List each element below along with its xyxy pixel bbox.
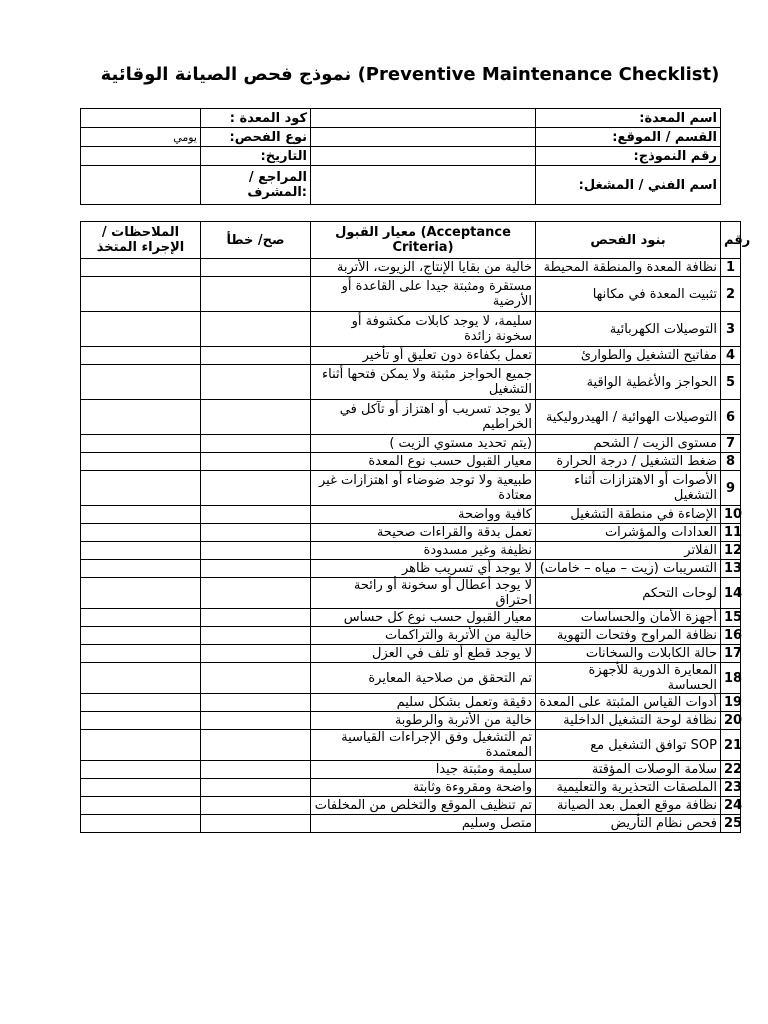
item-cell: التسريبات (زيت – مياه – خامات) xyxy=(536,560,721,578)
notes-cell[interactable] xyxy=(81,663,201,694)
equipment-code-value-cell[interactable] xyxy=(81,109,201,128)
form-number-value-cell[interactable] xyxy=(311,147,536,166)
criteria-cell: لا يوجد أعطال أو سخونة أو رائحة احتراق xyxy=(311,578,536,609)
table-row xyxy=(81,506,741,524)
notes-cell[interactable] xyxy=(81,542,201,560)
criteria-cell: تعمل بكفاءة دون تعليق أو تأخير xyxy=(311,347,536,365)
info-row xyxy=(81,166,721,205)
ok-cell[interactable] xyxy=(201,627,311,645)
ok-cell[interactable] xyxy=(201,400,311,435)
item-cell: لوحات التحكم xyxy=(536,578,721,609)
ok-cell[interactable] xyxy=(201,761,311,779)
item-cell: نظافة موقع العمل بعد الصيانة xyxy=(536,797,721,815)
table-row xyxy=(81,435,741,453)
table-row xyxy=(81,815,741,833)
item-cell: نظافة المعدة والمنطقة المحيطة xyxy=(536,259,721,277)
header-notes: الملاحظات / الإجراء المتخذ xyxy=(81,222,201,259)
notes-cell[interactable] xyxy=(81,277,201,312)
row-number: 21 xyxy=(721,730,741,761)
criteria-cell: نظيفة وغير مسدودة xyxy=(311,542,536,560)
reviewer-label: المراجع / المشرف: xyxy=(201,166,311,205)
row-number: 11 xyxy=(721,524,741,542)
table-row xyxy=(81,471,741,506)
notes-cell[interactable] xyxy=(81,779,201,797)
row-number: 8 xyxy=(721,453,741,471)
notes-cell[interactable] xyxy=(81,712,201,730)
criteria-cell: متصل وسليم xyxy=(311,815,536,833)
criteria-cell: تعمل بدقة والقراءات صحيحة xyxy=(311,524,536,542)
criteria-cell: تم التشغيل وفق الإجراءات القياسية المعتمدة xyxy=(311,730,536,761)
table-row xyxy=(81,730,741,761)
table-row xyxy=(81,609,741,627)
row-number: 9 xyxy=(721,471,741,506)
checklist-table xyxy=(80,221,751,833)
row-number: 24 xyxy=(721,797,741,815)
ok-cell[interactable] xyxy=(201,435,311,453)
ok-cell[interactable] xyxy=(201,645,311,663)
notes-cell[interactable] xyxy=(81,312,201,347)
equipment-info-table xyxy=(80,108,721,205)
header-item: بنود الفحص xyxy=(536,222,721,259)
notes-cell[interactable] xyxy=(81,259,201,277)
notes-cell[interactable] xyxy=(81,471,201,506)
row-number: 12 xyxy=(721,542,741,560)
page-title: نموذج فحص الصيانة الوقائية (Preventive Maintenance Checklist) xyxy=(100,64,720,85)
item-cell: مفاتيح التشغيل والطوارئ xyxy=(536,347,721,365)
ok-cell[interactable] xyxy=(201,471,311,506)
ok-cell[interactable] xyxy=(201,609,311,627)
notes-cell[interactable] xyxy=(81,609,201,627)
header-criteria: معيار القبول (Acceptance Criteria) xyxy=(311,222,536,259)
item-cell: الملصقات التحذيرية والتعليمية xyxy=(536,779,721,797)
row-number: 2 xyxy=(721,277,741,312)
ok-cell[interactable] xyxy=(201,779,311,797)
item-cell: فحص نظام التأريض xyxy=(536,815,721,833)
notes-cell[interactable] xyxy=(81,645,201,663)
item-cell: سلامة الوصلات المؤقتة xyxy=(536,761,721,779)
criteria-cell: طبيعية ولا توجد ضوضاء أو اهتزازات غير معتادة xyxy=(311,471,536,506)
row-number: 14 xyxy=(721,578,741,609)
notes-cell[interactable] xyxy=(81,815,201,833)
ok-cell[interactable] xyxy=(201,730,311,761)
table-row xyxy=(81,524,741,542)
notes-cell[interactable] xyxy=(81,400,201,435)
ok-cell[interactable] xyxy=(201,259,311,277)
notes-cell[interactable] xyxy=(81,524,201,542)
row-number: 7 xyxy=(721,435,741,453)
form-number-label: :رقم النموذج xyxy=(536,147,721,166)
criteria-cell: دقيقة وتعمل بشكل سليم xyxy=(311,694,536,712)
ok-cell[interactable] xyxy=(201,506,311,524)
checklist-body xyxy=(81,259,741,833)
row-number: 16 xyxy=(721,627,741,645)
item-cell: تثبيت المعدة في مكانها xyxy=(536,277,721,312)
item-cell: العدادات والمؤشرات xyxy=(536,524,721,542)
header-no: رقم xyxy=(721,222,741,259)
item-cell: توافق التشغيل مع SOP xyxy=(536,730,721,761)
ok-cell[interactable] xyxy=(201,365,311,400)
row-number: 3 xyxy=(721,312,741,347)
table-row xyxy=(81,645,741,663)
notes-cell[interactable] xyxy=(81,797,201,815)
notes-cell[interactable] xyxy=(81,761,201,779)
item-cell: أجهزة الأمان والحساسات xyxy=(536,609,721,627)
row-number: 20 xyxy=(721,712,741,730)
row-number: 10 xyxy=(721,506,741,524)
criteria-cell: ( يتم تحديد مستوي الزيت) xyxy=(311,435,536,453)
ok-cell[interactable] xyxy=(201,797,311,815)
notes-cell[interactable] xyxy=(81,365,201,400)
date-label: :التاريخ xyxy=(201,147,311,166)
table-row xyxy=(81,712,741,730)
notes-cell[interactable] xyxy=(81,435,201,453)
row-number: 22 xyxy=(721,761,741,779)
technician-value-cell[interactable] xyxy=(311,166,536,205)
item-cell: نظافة المراوح وفتحات التهوية xyxy=(536,627,721,645)
info-row xyxy=(81,109,721,128)
notes-cell[interactable] xyxy=(81,347,201,365)
ok-cell[interactable] xyxy=(201,560,311,578)
row-number: 17 xyxy=(721,645,741,663)
row-number: 25 xyxy=(721,815,741,833)
table-row xyxy=(81,560,741,578)
ok-cell[interactable] xyxy=(201,663,311,694)
item-cell: الفلاتر xyxy=(536,542,721,560)
table-row xyxy=(81,312,741,347)
criteria-cell: تم تنظيف الموقع والتخلص من المخلفات xyxy=(311,797,536,815)
item-cell: التوصيلات الهوائية / الهيدروليكية xyxy=(536,400,721,435)
criteria-cell: خالية من الأتربة والرطوبة xyxy=(311,712,536,730)
technician-label: :اسم الفني / المشغل xyxy=(536,166,721,205)
equipment-code-label: : كود المعدة xyxy=(201,109,311,128)
ok-cell[interactable] xyxy=(201,694,311,712)
item-cell: نظافة لوحة التشغيل الداخلية xyxy=(536,712,721,730)
item-cell: حالة الكابلات والسخانات xyxy=(536,645,721,663)
info-row xyxy=(81,147,721,166)
table-row xyxy=(81,259,741,277)
table-row xyxy=(81,797,741,815)
equipment-name-value-cell[interactable] xyxy=(311,109,536,128)
ok-cell[interactable] xyxy=(201,542,311,560)
row-number: 18 xyxy=(721,663,741,694)
notes-cell[interactable] xyxy=(81,453,201,471)
table-row xyxy=(81,542,741,560)
criteria-cell: واضحة ومقروءة وثابتة xyxy=(311,779,536,797)
notes-cell[interactable] xyxy=(81,578,201,609)
reviewer-value-cell[interactable] xyxy=(81,166,201,205)
info-row xyxy=(81,128,721,147)
criteria-cell: لا يوجد أي تسريب ظاهر xyxy=(311,560,536,578)
criteria-cell: كافية وواضحة xyxy=(311,506,536,524)
table-row xyxy=(81,347,741,365)
criteria-cell: سليمة، لا يوجد كابلات مكشوفة أو سخونة زائدة xyxy=(311,312,536,347)
criteria-cell: تم التحقق من صلاحية المعايرة xyxy=(311,663,536,694)
item-cell: الحواجز والأغطية الواقية xyxy=(536,365,721,400)
ok-cell[interactable] xyxy=(201,453,311,471)
notes-cell[interactable] xyxy=(81,560,201,578)
criteria-cell: لا يوجد تسريب أو اهتزاز أو تآكل في الخراطيم xyxy=(311,400,536,435)
notes-cell[interactable] xyxy=(81,730,201,761)
item-cell: الأصوات أو الاهتزازات أثناء التشغيل xyxy=(536,471,721,506)
item-cell: مستوى الزيت / الشحم xyxy=(536,435,721,453)
item-cell: المعايرة الدورية للأجهزة الحساسة xyxy=(536,663,721,694)
row-number: 13 xyxy=(721,560,741,578)
table-row xyxy=(81,663,741,694)
row-number: 4 xyxy=(721,347,741,365)
criteria-cell: سليمة ومثبتة جيدا xyxy=(311,761,536,779)
ok-cell[interactable] xyxy=(201,578,311,609)
ok-cell[interactable] xyxy=(201,347,311,365)
item-cell: التوصيلات الكهربائية xyxy=(536,312,721,347)
department-label: :القسم / الموقع xyxy=(536,128,721,147)
row-number: 1 xyxy=(721,259,741,277)
row-number: 5 xyxy=(721,365,741,400)
ok-cell[interactable] xyxy=(201,712,311,730)
criteria-cell: لا يوجد قطع أو تلف في العزل xyxy=(311,645,536,663)
criteria-cell: خالية من بقايا الإنتاج، الزيوت، الأتربة xyxy=(311,259,536,277)
notes-cell[interactable] xyxy=(81,627,201,645)
inspection-type-value[interactable]: يومي xyxy=(81,128,201,147)
table-row xyxy=(81,400,741,435)
header-ok: صح/ خطأ xyxy=(201,222,311,259)
row-number: 19 xyxy=(721,694,741,712)
checklist-header-row xyxy=(81,222,741,259)
table-row xyxy=(81,277,741,312)
department-value-cell[interactable] xyxy=(311,128,536,147)
criteria-cell: مستقرة ومثبتة جيدا على القاعدة أو الأرضية xyxy=(311,277,536,312)
item-cell: ضغط التشغيل / درجة الحرارة xyxy=(536,453,721,471)
table-row xyxy=(81,779,741,797)
notes-cell[interactable] xyxy=(81,694,201,712)
ok-cell[interactable] xyxy=(201,277,311,312)
table-row xyxy=(81,761,741,779)
ok-cell[interactable] xyxy=(201,815,311,833)
table-row xyxy=(81,578,741,609)
ok-cell[interactable] xyxy=(201,524,311,542)
criteria-cell: خالية من الأتربة والتراكمات xyxy=(311,627,536,645)
criteria-cell: جميع الحواجز مثبتة ولا يمكن فتحها أثناء التشغيل xyxy=(311,365,536,400)
row-number: 15 xyxy=(721,609,741,627)
notes-cell[interactable] xyxy=(81,506,201,524)
inspection-type-label: :نوع الفحص xyxy=(201,128,311,147)
item-cell: أدوات القياس المثبتة على المعدة xyxy=(536,694,721,712)
row-number: 23 xyxy=(721,779,741,797)
equipment-name-label: :اسم المعدة xyxy=(536,109,721,128)
table-row xyxy=(81,694,741,712)
criteria-cell: معيار القبول حسب نوع المعدة xyxy=(311,453,536,471)
item-cell: الإضاءة في منطقة التشغيل xyxy=(536,506,721,524)
table-row xyxy=(81,627,741,645)
row-number: 6 xyxy=(721,400,741,435)
date-value-cell[interactable] xyxy=(81,147,201,166)
table-row xyxy=(81,453,741,471)
table-row xyxy=(81,365,741,400)
criteria-cell: معيار القبول حسب نوع كل حساس xyxy=(311,609,536,627)
ok-cell[interactable] xyxy=(201,312,311,347)
